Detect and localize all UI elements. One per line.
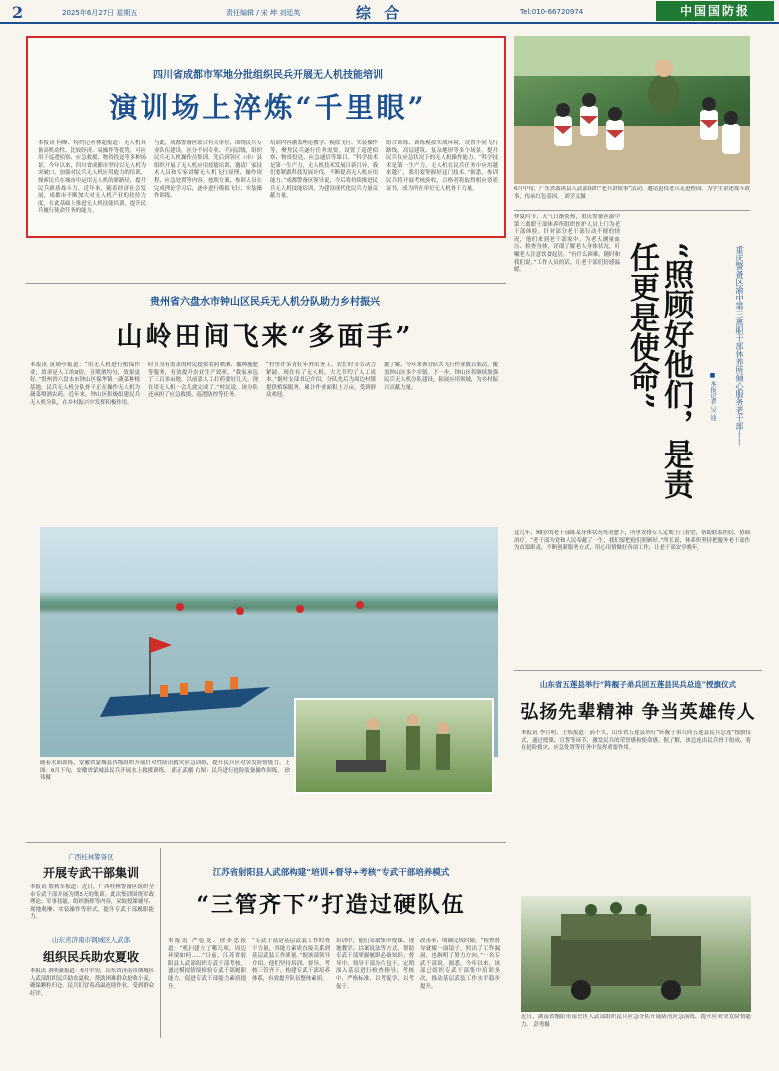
- right-feature-author: ■ 本报记者 吴 迪: [709, 372, 716, 421]
- article-5-kicker: 山东省济南市钢城区人武部: [52, 936, 130, 944]
- article-2-column-3: “村里许多青壮年外出务工，农忙时节劳动力紧缺。现在有了无人机，大大节约了人工成本。”据村支部书记介绍，分队先后为周边村镇提供植保服务，累计作业面积上万亩，受到群众欢迎。: [266, 362, 376, 399]
- article-1-column-1: 本报讯 何峰、特约记者林超报道：无人机具备高机动性、比较经济、易操作等优势，可应用于巡逻侦察、应急救援、物资投送等多种场景。今年以来，四川省成都市坚持以无人机为突破口，加强对民兵无人机应用能力的培训，探索民兵在城市中运用无人机的新路径，提升民兵新质战斗力。近年来，随着经济社会发展，成都市不断加大对无人机产业的扶持力度，在此基础上推进无人机技能培训，提升民兵履行使命任务的能力。: [38, 140, 146, 215]
- article-5-body: 本报讯 刘明豪报道：6月中旬，山东省济南市钢城区人武部组织民兵助农夏收，帮助困难群众抢收小麦，确保颗粒归仓。民兵们冒着高温连续作业，受到群众好评。: [30, 968, 154, 997]
- newspaper-logo: 中国国防报: [656, 1, 774, 21]
- right-feature-sidebar: [622, 232, 752, 522]
- article-1-box: [26, 36, 506, 238]
- page-header: [0, 0, 779, 24]
- article-4-body: 本报讯 殷秋军报道：近日，广西桂林警备区组织全市专武干部开展为期5天的集训。此次集训围绕军政理论、军事技能、组织指挥等内容，采取授课辅导、现地观摩、实装操作等形式，提升专武干部履职能力。: [30, 884, 154, 921]
- veteran-storytelling-photo: [514, 36, 750, 184]
- divider: [160, 848, 161, 1038]
- article-2-kicker: 贵州省六盘水市钟山区民兵无人机分队助力乡村振兴: [150, 297, 380, 308]
- divider: [514, 210, 750, 211]
- veteran-photo-caption: 6月中旬，广东省番禺县人武部组织“老兵讲故事”活动，邀请退役老兵走进校园，为学生讲述战斗故事，传承红色基因。 刘学义摄: [514, 186, 750, 200]
- divider: [26, 283, 506, 284]
- section-name: 综 合: [356, 4, 404, 22]
- issue-date: 2025年6月27日 星期五: [62, 9, 138, 17]
- right-feature-kicker: 重庆警备区渝中第三离职干部休养所倾心服务老干部——: [735, 246, 744, 446]
- article-4-kicker: 广西桂林警备区: [68, 853, 114, 861]
- article-1-kicker: 四川省成都市军地分批组织民兵开展无人机技能培训: [153, 70, 383, 81]
- article-2-column-1: 本报讯 黄勋亭报道：“用无人机进行植保作业，效率是人工的8倍，且喷洒均匀，效果更好。”贵州省六盘水市钟山区保华镇一蔬菜种植基地，民兵无人机分队骨干正在操作无人机为蔬菜喷洒农药。近年来，钟山区积极组建民兵无人机分队，在乡村振兴中发挥积极作用。: [30, 362, 140, 406]
- article-3-kicker: 山东省五莲县举行“阵舰子弟兵回五莲县民兵总连”授旗仪式: [539, 680, 737, 689]
- equipment-drill-inset-photo: [294, 698, 494, 794]
- photo-illustration: [514, 36, 750, 184]
- page-number: 2: [12, 3, 24, 22]
- divider: [514, 670, 762, 671]
- phone-number: Tel:010-66720974: [520, 8, 584, 16]
- right-article-column-1: 仲夏时节，天气日渐炎热，重庆警备区渝中第三离职干部休养所组织医护人员上门为老干部体检。针对部分老干部行动不便的情况，他们来到老干部家中，为老人测量血压、检查身体，详细了解老人身体状况，叮嘱老人注意饮食起居。“有什么困难，随时和我们说。”工作人员的话，让老干部们倍感温暖。: [514, 214, 620, 274]
- article-3-body: 本报讯 李月明、王炼报道：前不久，山东省五莲县举行“阵舰子弟兵回五莲县民兵总连”授旗仪式，通过授旗、宣誓等环节，激发民兵的荣誉感和使命感。据了解，该总连由民兵骨干组成，将在抢险救灾、应急处置等任务中发挥重要作用。: [521, 730, 751, 752]
- article-1-column-4: 组合训练、训练模拟实战环境，设置不同飞行路线，高层建筑、复杂地形等多个场景，提升民兵在应急状况下的无人机操作能力。“科学技术是第一生产力，无人机在民兵任务中应用越来越广，我们要掌握好这门技术。”据悉，参训民兵将开展考核验收，合格者将取得相应资质证书，成为所在单位无人机骨干力量。: [386, 140, 498, 192]
- right-feature-headline: “照顾好他们，是责任更是使命”: [624, 242, 693, 500]
- article-1-headline: 演训场上淬炼“千里眼”: [109, 91, 427, 124]
- article-4-headline: 开展专武干部集训: [42, 866, 139, 880]
- editor-credit: 责任编辑 / 宋 坤 刘廷英: [226, 9, 301, 17]
- article-1-column-2: 与此，成都警备区联合有关单位，围绕民兵专业队伍建设，区分不同专业、不同层级，组织民兵无人机操作员集训。先后到各区（市）县组织开展了无人机应用技能培训，邀请厂家技术人员和专家讲解无人机飞行原理、操作规程、应急处置等内容。按照方案，参训人员在完成理论学习后，逐步进行模拟飞行、实装操作训练。: [154, 140, 262, 200]
- article-6-column-2: “专武干部是基层武装工作的骨干力量，其能力素质直接关系到基层武装工作质量。”据该部领导介绍，他们坚持培训、督导、考核三管齐下，构建专武干部培养体系，有效提升队伍整体素质。: [252, 938, 330, 982]
- flood-drill-photo: [521, 896, 751, 1012]
- article-6-column-3: 培训中，他们采取集中授课、现地教学、以案说法等方式，帮助专武干部掌握履职必备知识；督导中，领导干部分片包干，定期深入基层进行检查指导；考核中，严格标准，以考促学、以考促干。: [336, 938, 414, 990]
- article-5-headline: 组织民兵助农夏收: [42, 950, 139, 964]
- article-3-headline: 弘扬先辈精神 争当英雄传人: [520, 702, 756, 723]
- article-1-column-3: 培训内容涵盖理论教学、模拟飞行、实装操作等，聚焦民兵遂行任务需要，设置了巡逻侦察、物资投送、应急通信等课目。“科学技术是第一生产力，无人机技术发展日新月异，我们要紧跟科技发展步伐，不断提高无人机应用能力。”成都警备区领导说，今后将持续推进民兵无人机技能培训，为建设现代化民兵力量贡献力量。: [270, 140, 378, 200]
- article-6-column-4: 改善率、明确完成时限。“检查督导就像一面镜子，照出了工作漏洞，也指明了努力方向。”一名专武干部说。据悉，今年以来，该部已组织专武干部集中培训多次，推动基层武装工作水平稳步提升。: [420, 938, 500, 990]
- article-6-column-1: 本报讯 严乾龙、徐步忠报道：“机扫建立了哪几项，周边环境如何……”日前，江苏省射阳县人武部组织专武干部考核，通过模拟情境检验专武干部履职能力，促进专武干部能力素质提升。: [168, 938, 246, 990]
- photo-illustration: [521, 896, 751, 1012]
- article-2-column-4: 据了解，今年来该分队共飞行作业数百架次，覆盖钟山区多个乡镇。下一步，钟山区将继续加强民兵无人机分队建设，拓展应用领域，为乡村振兴贡献力量。: [384, 362, 498, 391]
- divider: [26, 842, 506, 843]
- article-2-headline: 山岭田间飞来“多面手”: [116, 322, 414, 352]
- article-2-column-2: 时节为有需求的村民提供农药喷洒、播种施肥等服务，有效提升农业生产效率。“我家承包了三百多亩地，以前靠人工打药要好几天，现在用无人机一会儿就完成了。”村民说。该分队还承担了应急救援、巡逻防控等任务。: [148, 362, 258, 399]
- flood-drill-caption: 近日，湖南省衡阳市南岳区人武部组织民兵应急分队开展防汛应急演练，提升应对突发险情能力。 彭勇摄: [521, 1014, 751, 1028]
- article-6-headline: “三管齐下”打造过硬队伍: [196, 892, 466, 918]
- water-rescue-caption: 随着水面训练，安徽省蒙城县各级组织开展针对性防汛救灾应急训练，提升民兵应对突发险情能力。上图：6月下旬，安徽省蒙城县民兵开展水上救援训练。 郭正武摄 右图：民兵进行抢险装备操作训练。 徐 伟摄: [40, 760, 290, 782]
- right-article-column-2: 这几年，98岁的老干部陈某身体状况每况愈下，所里安排专人定期上门看望，帮助联系医院、协调治疗。“老干部为党和人民奉献了一生，我们要把他们照顾好。”所长说，休养所坚持把服务老干部作为首要职责，不断创新服务方式，用心用情做好各项工作，让老干部安享晚年。: [514, 530, 750, 552]
- article-6-kicker: 江苏省射阳县人武部构建“培训+督导+考核”专武干部培养模式: [212, 868, 450, 878]
- photo-illustration: [296, 700, 492, 792]
